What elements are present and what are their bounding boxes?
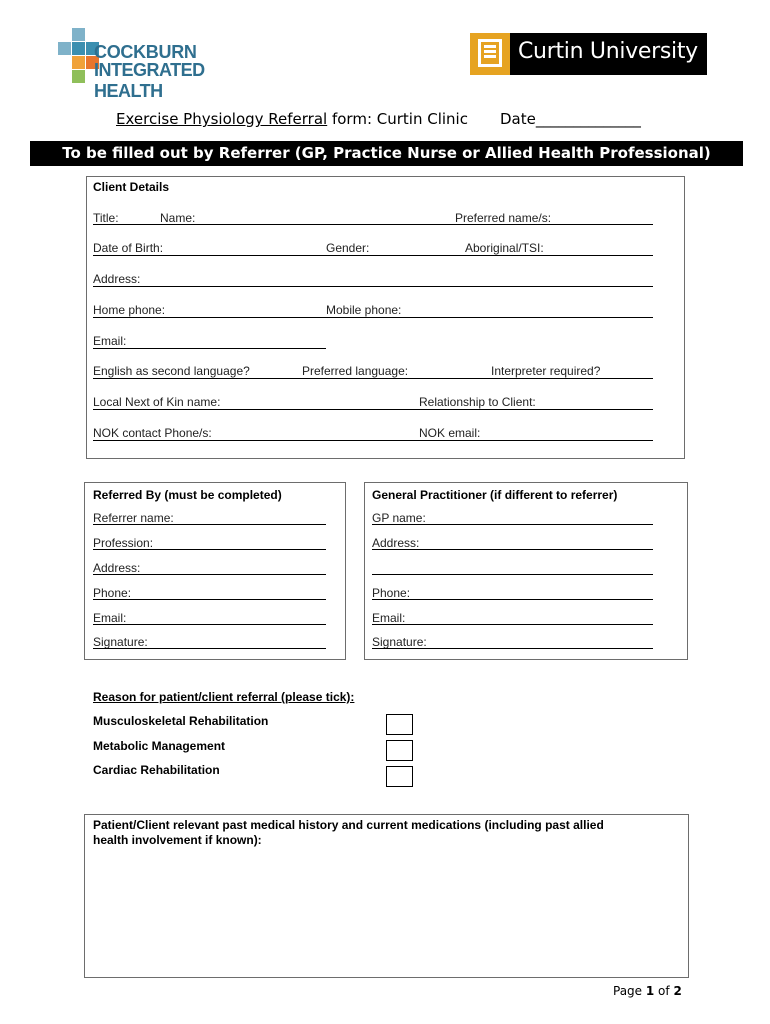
gender-label: Gender: — [326, 241, 370, 255]
logo-text: Curtin University — [518, 39, 698, 64]
reason-option-msk: Musculoskeletal Rehabilitation — [93, 714, 269, 728]
email-label: Email: — [93, 334, 127, 348]
cardiac-checkbox[interactable] — [386, 766, 413, 787]
client-details-heading: Client Details — [93, 180, 170, 194]
referrer-signature-field[interactable] — [93, 648, 326, 649]
mobile-phone-label: Mobile phone: — [326, 303, 402, 317]
home-phone-label: Home phone: — [93, 303, 166, 317]
history-heading-line2: health involvement if known): — [93, 833, 262, 847]
metabolic-checkbox[interactable] — [386, 740, 413, 761]
preferred-name-label: Preferred name/s: — [455, 211, 552, 225]
form-title-rest: form: Curtin Clinic — [327, 110, 468, 128]
referrer-email-field[interactable] — [93, 624, 326, 625]
name-label: Name: — [160, 211, 196, 225]
page-current: 1 — [645, 984, 655, 998]
gp-phone-label: Phone: — [372, 586, 411, 600]
reason-option-cardiac: Cardiac Rehabilitation — [93, 763, 220, 777]
gp-name-label: GP name: — [372, 511, 426, 525]
crest-icon — [470, 33, 510, 75]
relationship-label: Relationship to Client: — [419, 395, 536, 409]
nok-name-label: Local Next of Kin name: — [93, 395, 221, 409]
referrer-phone-field[interactable] — [93, 599, 326, 600]
nok-phone-label: NOK contact Phone/s: — [93, 426, 212, 440]
cockburn-integrated-health-logo — [58, 28, 248, 101]
referrer-name-label: Referrer name: — [93, 511, 174, 525]
gp-name-field[interactable] — [372, 524, 653, 525]
reason-heading: Reason for patient/client referral (please tick): — [93, 690, 355, 704]
gp-address-label: Address: — [372, 536, 420, 550]
preferred-language-label: Preferred language: — [302, 364, 409, 378]
gp-heading: General Practitioner (if different to referrer) — [372, 488, 618, 502]
address-label: Address: — [93, 272, 141, 286]
form-title-main: Exercise Physiology Referral — [116, 110, 328, 128]
profession-field[interactable] — [93, 549, 326, 550]
nok-contact-field[interactable] — [93, 440, 653, 441]
logo-text-line1: COCKBURN — [94, 42, 197, 62]
referrer-name-field[interactable] — [93, 524, 326, 525]
page-number — [613, 984, 682, 998]
gp-signature-field[interactable] — [372, 648, 653, 649]
gp-email-label: Email: — [372, 611, 406, 625]
referrer-address-field[interactable] — [93, 574, 326, 575]
gp-email-field[interactable] — [372, 624, 653, 625]
page-of: of — [654, 984, 674, 998]
page-prefix: Page — [613, 984, 646, 998]
logo-text-line2: INTEGRATED HEALTH — [94, 60, 205, 101]
profession-label: Profession: — [93, 536, 154, 550]
esl-label: English as second language? — [93, 364, 250, 378]
referrer-email-label: Email: — [93, 611, 127, 625]
email-field[interactable] — [93, 348, 326, 349]
msk-checkbox[interactable] — [386, 714, 413, 735]
date-field[interactable]: Date______________ — [500, 110, 641, 128]
referrer-phone-label: Phone: — [93, 586, 132, 600]
gp-section — [364, 482, 688, 660]
gp-phone-field[interactable] — [372, 599, 653, 600]
referrer-heading: Referred By (must be completed) — [93, 488, 282, 502]
form-title — [116, 110, 468, 128]
gp-signature-label: Signature: — [372, 635, 427, 649]
gp-address-field[interactable] — [372, 549, 653, 550]
address-field[interactable] — [93, 286, 653, 287]
nok-name-field[interactable] — [93, 409, 653, 410]
curtin-university-logo — [470, 33, 707, 75]
instruction-banner: To be filled out by Referrer (GP, Practice Nurse or Allied Health Professional) — [30, 141, 743, 166]
dob-field[interactable] — [93, 255, 653, 256]
referrer-address-label: Address: — [93, 561, 141, 575]
nok-email-label: NOK email: — [419, 426, 481, 440]
language-field[interactable] — [93, 378, 653, 379]
title-label: Title: — [93, 211, 119, 225]
history-heading-line1: Patient/Client relevant past medical history and current medications (including past allied — [93, 818, 604, 832]
dob-label: Date of Birth: — [93, 241, 164, 255]
reason-option-metabolic: Metabolic Management — [93, 739, 226, 753]
interpreter-label: Interpreter required? — [491, 364, 601, 378]
phone-field[interactable] — [93, 317, 653, 318]
aboriginal-label: Aboriginal/TSI: — [465, 241, 544, 255]
gp-address-field-2[interactable] — [372, 574, 653, 575]
page-total: 2 — [673, 984, 682, 998]
referrer-signature-label: Signature: — [93, 635, 148, 649]
